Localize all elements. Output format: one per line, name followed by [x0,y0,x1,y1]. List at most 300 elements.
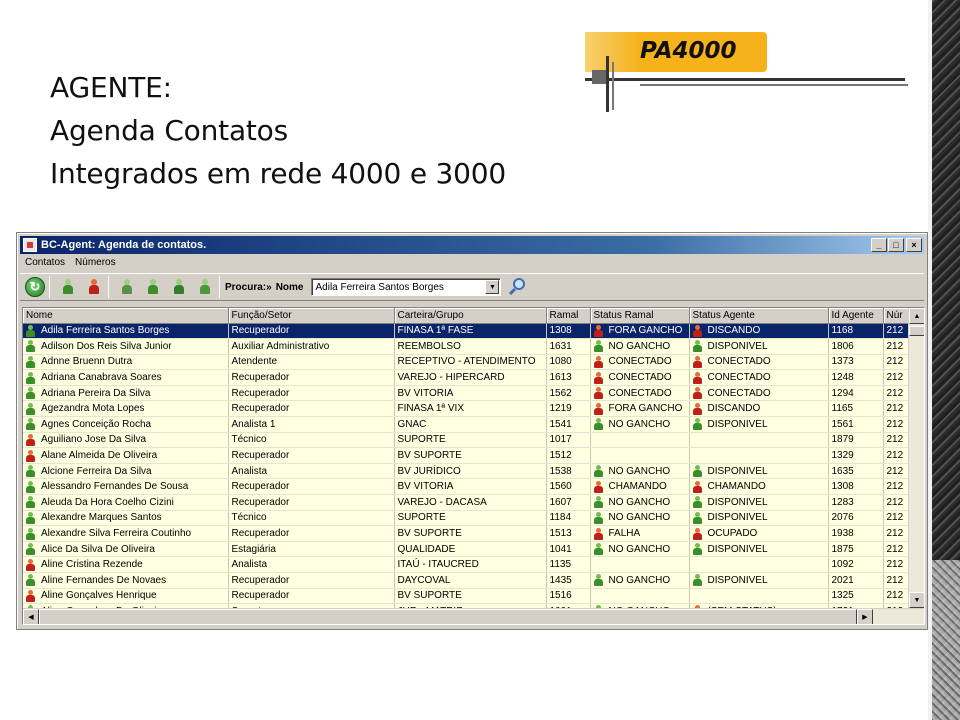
person-green-icon [693,340,702,352]
person-green-icon [693,496,702,508]
cell-status-ramal [590,588,689,604]
person-red-icon [693,325,702,337]
cell-status-agente [689,510,828,526]
cell-numero: 212 [883,432,909,448]
person-green-icon [26,418,35,430]
cell-funcao: Recuperador [228,385,394,401]
cell-nome-text: Agezandra Mota Lopes [41,403,145,415]
cell-numero: 212 [883,479,909,495]
cell-status-ramal-text: NO GANCHO [608,465,671,477]
cell-status-agente-text: CONECTADO [707,372,771,384]
column-header-funcao[interactable]: Função/Setor [228,308,394,323]
cell-nome-text: Aline Cristina Rezende [41,559,143,571]
toolbar-button-contact-3[interactable] [116,276,138,298]
person-green-icon [26,465,35,477]
cell-nome-text: Alessandro Fernandes De Sousa [41,481,189,493]
cell-numero: 212 [883,401,909,417]
toolbar-button-contact-5[interactable] [168,276,190,298]
cell-status-ramal-text: NO GANCHO [608,543,671,555]
cell-status-ramal-text: FORA GANCHO [608,403,683,415]
decor-line [585,78,905,81]
table-row[interactable] [23,339,909,355]
cell-status-agente-text: CONECTADO [707,387,771,399]
cell-status-agente [689,541,828,557]
column-header-status-ramal[interactable]: Status Ramal [590,308,689,323]
person-remove-icon [198,279,212,295]
cell-carteira: VAREJO - DACASA [394,495,546,511]
cell-status-agente [689,463,828,479]
cell-numero: 212 [883,323,909,339]
column-header-ramal[interactable]: Ramal [546,308,590,323]
close-button[interactable]: × [906,238,922,252]
scroll-up-icon[interactable]: ▲ [909,308,925,324]
cell-ramal: 1219 [546,401,590,417]
contacts-grid [22,307,925,625]
cell-status-ramal-text: CHAMANDO [608,481,667,493]
cell-carteira: BV SUPORTE [394,526,546,542]
cell-funcao: Recuperador [228,588,394,604]
person-red-icon [594,325,603,337]
person-green-icon [693,418,702,430]
cell-carteira: RECEPTIVO - ATENDIMENTO [394,354,546,370]
cell-id-agente: 2021 [828,573,883,589]
cell-status-ramal-text: FORA GANCHO [608,325,683,337]
cell-funcao: Recuperador [228,573,394,589]
person-green-icon [26,543,35,555]
slide-title-line3: Integrados em rede 4000 e 3000 [50,157,507,190]
cell-nome-text: Agnes Conceição Rocha [41,418,152,430]
cell-status-ramal [590,354,689,370]
cell-status-ramal [590,479,689,495]
cell-id-agente: 1879 [828,432,883,448]
cell-ramal: 1435 [546,573,590,589]
cell-status-ramal-text: NO GANCHO [608,340,671,352]
table-row[interactable] [23,541,909,557]
person-green-icon [26,403,35,415]
table-row[interactable] [23,354,909,370]
cell-nome-text: Adnne Bruenn Dutra [41,356,133,368]
person-red-icon [594,387,603,399]
cell-ramal: 1017 [546,432,590,448]
column-header-id-agente[interactable]: Id Agente [828,308,883,323]
cell-nome [23,385,228,401]
table-row[interactable] [23,573,909,589]
cell-ramal: 1041 [546,541,590,557]
cell-nome-text: Adriana Canabrava Soares [41,372,162,384]
person-add-icon [146,279,160,295]
cell-status-agente-text: DISPONIVEL [707,465,768,477]
decorative-right-border [928,0,960,720]
person-red-icon [693,372,702,384]
cell-status-ramal [590,510,689,526]
cell-id-agente: 1248 [828,370,883,386]
contacts-window [16,232,928,630]
cell-carteira: FINASA 1ª FASE [394,323,546,339]
person-green-icon [594,574,603,586]
cell-nome-text: Aline Gonçalves Henrique [41,590,157,602]
cell-status-ramal [590,557,689,573]
cell-status-ramal-text: NO GANCHO [608,418,671,430]
cell-status-ramal [590,370,689,386]
column-header-nome[interactable]: Nome [23,308,228,323]
column-header-numero[interactable]: Núr [883,308,909,323]
cell-status-ramal [590,541,689,557]
cell-nome [23,370,228,386]
cell-funcao: Técnico [228,432,394,448]
toolbar-button-contact-2[interactable] [83,276,105,298]
cell-nome [23,323,228,339]
cell-ramal: 1538 [546,463,590,479]
cell-status-agente [689,323,828,339]
badge-label: PA4000 [640,38,737,64]
column-header-status-agente[interactable]: Status Agente [689,308,828,323]
cell-carteira: BV SUPORTE [394,588,546,604]
cell-status-agente [689,401,828,417]
person-green-icon [26,372,35,384]
table-row[interactable] [23,526,909,542]
cell-ramal: 1607 [546,495,590,511]
cell-carteira: BV VITORIA [394,385,546,401]
cell-ramal: 1135 [546,557,590,573]
cell-status-ramal [590,495,689,511]
cell-nome-text: Adilson Dos Reis Silva Junior [41,340,172,352]
scroll-thumb[interactable] [909,326,925,336]
person-green-icon [594,496,603,508]
cell-status-ramal [590,526,689,542]
person-group-icon [120,279,134,295]
cell-status-agente [689,354,828,370]
cell-status-agente-text: OCUPADO [707,528,758,540]
person-red-icon [26,450,35,462]
cell-id-agente: 1373 [828,354,883,370]
refresh-icon: ↻ [25,277,45,297]
chevron-down-icon[interactable]: ▼ [485,280,499,294]
cell-nome-text: Adriana Pereira Da Silva [41,387,151,399]
cell-nome [23,557,228,573]
cell-carteira: DAYCOVAL [394,573,546,589]
cell-ramal: 1541 [546,417,590,433]
cell-ramal: 1613 [546,370,590,386]
table-row[interactable] [23,370,909,386]
cell-status-agente-text: DISPONIVEL [707,543,768,555]
cell-funcao: Recuperador [228,479,394,495]
refresh-button[interactable] [24,276,46,298]
column-header-carteira[interactable]: Carteira/Grupo [394,308,546,323]
person-red-icon [594,372,603,384]
person-green-icon [26,496,35,508]
person-red-icon [87,279,101,295]
table-row[interactable] [23,385,909,401]
cell-carteira: BV SUPORTE [394,448,546,464]
cell-nome [23,448,228,464]
person-green-icon [26,325,35,337]
menu-numeros[interactable]: Números [75,257,116,268]
search-input[interactable] [311,278,501,296]
person-green-icon [594,418,603,430]
cell-nome [23,588,228,604]
person-red-icon [26,559,35,571]
cell-status-agente [689,526,828,542]
cell-nome-text: Alcione Ferreira Da Silva [41,465,152,477]
cell-status-agente [689,573,828,589]
cell-id-agente: 1165 [828,401,883,417]
cell-nome-text: Alice Da Silva De Oliveira [41,543,155,555]
table-row[interactable] [23,510,909,526]
cell-status-ramal-text: CONECTADO [608,372,672,384]
cell-id-agente: 1806 [828,339,883,355]
person-green-icon [26,574,35,586]
cell-nome-text: Aline Fernandes De Novaes [41,574,167,586]
cell-nome [23,354,228,370]
person-green-icon [693,465,702,477]
person-green-icon [26,340,35,352]
table-row[interactable] [23,417,909,433]
cell-numero: 212 [883,339,909,355]
cell-status-ramal [590,401,689,417]
toolbar-button-contact-4[interactable] [142,276,164,298]
cell-numero: 212 [883,573,909,589]
scroll-down-icon[interactable]: ▼ [909,592,925,608]
cell-nome [23,541,228,557]
cell-status-ramal [590,463,689,479]
cell-status-ramal-text: NO GANCHO [608,512,671,524]
cell-status-ramal-text: CONECTADO [608,387,672,399]
cell-funcao: Recuperador [228,323,394,339]
person-green-icon [26,481,35,493]
cell-carteira: REEMBOLSO [394,339,546,355]
person-green-icon [26,387,35,399]
toolbar-separator [49,276,50,298]
cell-numero: 212 [883,557,909,573]
cell-numero: 212 [883,370,909,386]
cell-carteira: QUALIDADE [394,541,546,557]
cell-id-agente: 1329 [828,448,883,464]
cell-nome-text: Alexandre Marques Santos [41,512,162,524]
toolbar [20,273,924,301]
menu-contatos[interactable]: Contatos [25,257,66,268]
person-green-icon [594,543,603,555]
search-input-value: Adila Ferreira Santos Borges [315,281,444,293]
cell-status-agente-text: DISCANDO [707,325,761,337]
cell-status-ramal [590,573,689,589]
decor-line [640,84,908,86]
decor-line [612,62,614,110]
decor-line [606,56,609,112]
cell-nome-text: Aguiliano Jose Da Silva [41,434,147,446]
person-red-icon [693,356,702,368]
cell-carteira: SUPORTE [394,432,546,448]
cell-carteira: GNAC [394,417,546,433]
cell-carteira: FINASA 1ª VIX [394,401,546,417]
cell-funcao: Recuperador [228,401,394,417]
window-controls [870,238,922,252]
scroll-thumb-horizontal[interactable] [39,609,857,625]
cell-status-agente [689,370,828,386]
table-row[interactable] [23,495,909,511]
cell-carteira: SUPORTE [394,510,546,526]
slide-title-line1: AGENTE: [50,71,172,104]
cell-status-agente [689,339,828,355]
scroll-left-icon[interactable]: ◀ [23,609,39,625]
cell-id-agente: 1561 [828,417,883,433]
cell-status-agente [689,495,828,511]
cell-nome [23,573,228,589]
slide-title-line2: Agenda Contatos [50,114,288,147]
cell-funcao: Recuperador [228,370,394,386]
cell-status-agente [689,385,828,401]
person-green-icon [594,512,603,524]
cell-status-agente-text: DISPONIVEL [707,418,768,430]
cell-id-agente: 1294 [828,385,883,401]
person-red-icon [594,356,603,368]
cell-carteira: ITAÚ - ITAUCRED [394,557,546,573]
cell-nome-text: Aleuda Da Hora Coelho Cizini [41,496,174,508]
cell-status-ramal [590,339,689,355]
cell-status-agente-text: CONECTADO [707,356,771,368]
table-row[interactable] [23,588,909,604]
cell-status-ramal [590,417,689,433]
cell-status-agente-text: DISPONIVEL [707,340,768,352]
cell-nome [23,526,228,542]
cell-status-ramal-text: CONECTADO [608,356,672,368]
person-red-icon [693,403,702,415]
toolbar-button-contact-6[interactable] [194,276,216,298]
cell-nome [23,417,228,433]
cell-nome-text: Alexandre Silva Ferreira Coutinho [41,528,192,540]
cell-nome [23,432,228,448]
cell-status-ramal-text: NO GANCHO [608,496,671,508]
cell-status-agente [689,588,828,604]
cell-id-agente: 1092 [828,557,883,573]
cell-carteira: VAREJO - HIPERCARD [394,370,546,386]
cell-funcao: Técnico [228,510,394,526]
person-green-icon [594,465,603,477]
cell-status-agente-text: DISCANDO [707,403,761,415]
cell-id-agente: 2076 [828,510,883,526]
cell-ramal: 1631 [546,339,590,355]
search-icon[interactable] [507,276,529,298]
cell-status-ramal-text: FALHA [608,528,641,540]
cell-status-agente-text: DISPONIVEL [707,574,768,586]
person-red-icon [693,387,702,399]
person-red-icon [693,481,702,493]
nome-label: Nome [275,281,304,293]
person-green-icon [594,340,603,352]
cell-numero: 212 [883,448,909,464]
cell-status-ramal [590,432,689,448]
maximize-button[interactable]: □ [888,238,904,252]
cell-ramal: 1560 [546,479,590,495]
cell-funcao: Estagiária [228,541,394,557]
cell-carteira: BV VITORIA [394,479,546,495]
cell-funcao: Analista [228,463,394,479]
vertical-scrollbar[interactable] [908,308,924,608]
table-row[interactable] [23,557,909,573]
person-green-icon [26,528,35,540]
cell-status-ramal [590,385,689,401]
person-green-icon [693,543,702,555]
cell-funcao: Recuperador [228,526,394,542]
cell-ramal: 1516 [546,588,590,604]
toolbar-separator [108,276,109,298]
table-row[interactable] [23,463,909,479]
cell-nome-text: Alane Almeida De Oliveira [41,450,158,462]
cell-status-agente-text: CHAMANDO [707,481,766,493]
cell-status-ramal [590,448,689,464]
cell-id-agente: 1938 [828,526,883,542]
cell-status-agente-text: DISPONIVEL [707,512,768,524]
cell-id-agente: 1168 [828,323,883,339]
cell-status-agente [689,432,828,448]
toolbar-button-contact-1[interactable] [57,276,79,298]
procura-label: Procura:» [225,281,272,293]
cell-id-agente: 1875 [828,541,883,557]
cell-numero: 212 [883,510,909,526]
cell-numero: 212 [883,354,909,370]
cell-status-ramal [590,323,689,339]
cell-numero: 212 [883,385,909,401]
cell-ramal: 1513 [546,526,590,542]
table-row[interactable] [23,323,909,339]
cell-status-agente [689,557,828,573]
person-red-icon [594,403,603,415]
person-red-icon [693,528,702,540]
table-row[interactable] [23,432,909,448]
horizontal-scrollbar[interactable] [23,608,925,624]
cell-numero: 212 [883,495,909,511]
cell-ramal: 1512 [546,448,590,464]
minimize-button[interactable]: _ [871,238,887,252]
table-row[interactable] [23,479,909,495]
cell-status-agente [689,448,828,464]
cell-funcao: Analista [228,557,394,573]
cell-nome-text: Adila Ferreira Santos Borges [41,325,170,337]
person-green-icon [61,279,75,295]
person-green-icon [26,512,35,524]
cell-numero: 212 [883,526,909,542]
cell-ramal: 1080 [546,354,590,370]
cell-status-agente-text: DISPONIVEL [707,496,768,508]
person-green-icon [693,512,702,524]
cell-nome [23,479,228,495]
menu-bar [20,255,121,271]
person-green-icon [693,574,702,586]
cell-numero: 212 [883,463,909,479]
cell-id-agente: 1325 [828,588,883,604]
table-row[interactable] [23,448,909,464]
cell-nome [23,495,228,511]
cell-numero: 212 [883,417,909,433]
cell-status-agente [689,479,828,495]
cell-numero: 212 [883,588,909,604]
cell-status-ramal-text: NO GANCHO [608,574,671,586]
scroll-right-icon[interactable]: ▶ [857,609,873,625]
window-titlebar[interactable] [20,236,924,254]
cell-funcao: Atendente [228,354,394,370]
cell-id-agente: 1635 [828,463,883,479]
cell-nome [23,401,228,417]
table-row[interactable] [23,401,909,417]
cell-ramal: 1562 [546,385,590,401]
cell-nome [23,510,228,526]
person-edit-icon [172,279,186,295]
person-red-icon [26,590,35,602]
cell-status-agente [689,417,828,433]
cell-nome [23,339,228,355]
cell-funcao: Auxiliar Administrativo [228,339,394,355]
toolbar-separator [219,276,220,298]
cell-ramal: 1308 [546,323,590,339]
